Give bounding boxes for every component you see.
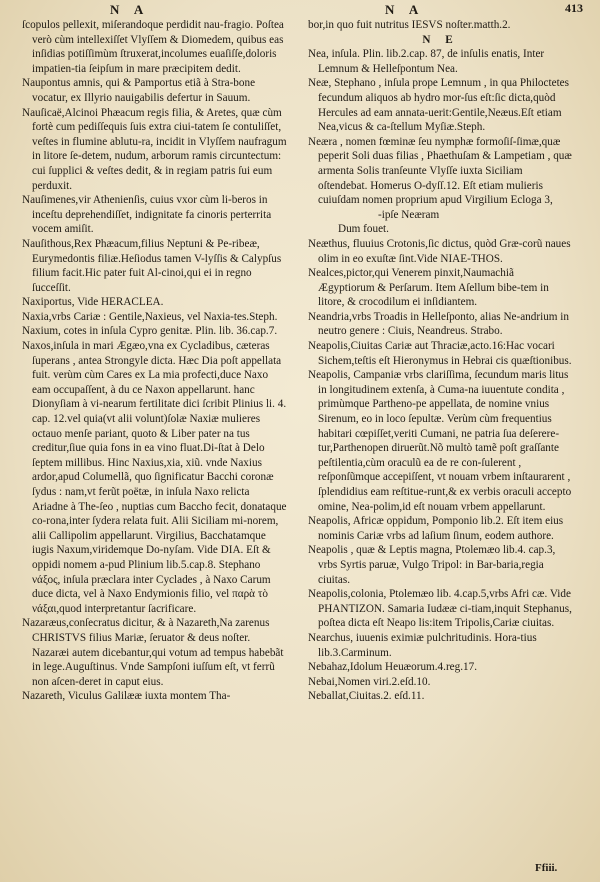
- entry: Naxium, cotes in inſula Cypro genitæ. Plin. lib. 36.cap.7.: [22, 325, 278, 338]
- entry: Naupontus amnis, qui & Pamportus etiã à Stra-bone vocatur, ex Illyrio nauigabilis defertur in Sauum.: [22, 77, 256, 104]
- verse-quote: -ipſe Neæram: [378, 208, 440, 221]
- running-head-left: N A: [110, 2, 150, 17]
- entry: bor,in quo fuit nutritus IESVS noſter.matth.2.: [308, 19, 511, 31]
- entry: Naxos,inſula in mari Ægæo,vna ex Cycladibus, cæteras ſuperans , antea Strongyle dicta. Hæc Dia poſt appellata fuit. verùm cùm Cares ex La mia profecti,duce Naxo eam occupaſſent, à du ce Naxon appellarunt. hanc Dionyſiam à vi-nearum fertilitate dici ſcribit Plinius li. 4. cap. 12.vel quia(vt alii volunt)ſolæ Naxiæ mulieres octauo menſe pariant, quoto & Liber pater na tus creditur,ſiue quia fons in ea vino fluat.Di-ſtat à Delo ſeptem millibus. Hinc Naxius,xia, xiũ. vnde Naxius ardor,apud Columellã, quo ſignificatur Bacchi coronæ ſydus : nam,vt ferũt poëtæ, in inſula Naxo relicta Ariadne à The-ſeo , nuptias cum Baccho fecit, donataque co-rona,inter ſydera relata fuit. Alii Siciliam mi-norem, alii Callipolim appellarunt. Virgilius, Bacchatamque iugis Naxum,viridemque Do-nyſam. Vide DIA. Eſt & oppidi nomem a-pud Plinium lib.5.cap.8. Stephano νάξος, inſula præclara inter Cyclades , à Naxo Carum duce dicta, vel à Naxo Endymionis filio, vel παρὰ τὸ νάξαι,quod interpretantur ſacrificare.: [22, 340, 287, 615]
- entry: Neapolis,Ciuitas Cariæ aut Thraciæ,acto.16:Hac vocari Sichem,teſtis eſt Hieronymus in Hebrai cis quæſtionibus.: [308, 340, 572, 367]
- entry: Neandria,vrbs Troadis in Helleſponto, alias Ne-andrium in neutro genere : Ciuis, Neandreus. Strabo.: [308, 310, 569, 338]
- entry: Neæ, Stephano , inſula prope Lemnum , in qua Philoctetes fecundum aliquos ab hydro mor-ſus eſt:ſic dicta,quòd Hercules ad eam annata-uerit:Gentile,Neæus.Eſt etiam Nea,vicus & ca-ſtellum Myſiæ.Steph.: [308, 77, 569, 134]
- entry: ſcopulos pellexit, miſerandoque perdidit nau-fragio. Poſtea verò cùm intellexiſſet Vlyſſem & Diomedem, quibus eas inſidias potiſſimùm ſtruxerat,incolumes euaſiſſe,doloris impatien-tia ſeipſum in mare præcipitem dedit.: [22, 19, 284, 75]
- entry: Nea, inſula. Plin. lib.2.cap. 87, de inſulis enatis, Inter Lemnum & Helleſpontum Nea.: [308, 48, 545, 75]
- entry: Nauſimenes,vir Athenienſis, cuius vxor cùm li-beros in inceſtu deprehendiſſet, indignitate fa cinoris perterrita vocem amiſit.: [22, 194, 272, 236]
- entry: Neapolis,colonia, Ptolemæo lib. 4.cap.5,vrbs Afri cæ. Vide PHANTIZON. Samaria Iudææ ci-tiam,inquit Stephanus, poſtea dicta eſt Neapo lis:item Tripolis,Cariæ ciuitas.: [308, 588, 572, 630]
- right-column: [308, 18, 573, 704]
- entry: Neæthus, fluuius Crotonis,ſic dictus, quòd Græ-corũ naues olim in eo exuſtæ ſint.Vide NIAE-THOS.: [308, 237, 571, 265]
- signature-mark: Ffiii.: [535, 862, 558, 874]
- entry: Nebai,Nomen viri.2.eſd.10.: [308, 675, 431, 688]
- entry: Neapolis, Campaniæ vrbs clariſſima, ſecundum maris litus in longitudinem extenſa, à Cuma-na iuuentute condita , primùmque Partheno-pe appellata, de nomine vnius Sirenum, eo in loco ſepultæ. Verùm cùm frequentius habitari cœpiſſet,veriti Cumani, ne patria ſua deſerere-tur,Parthenopen diruerũt.Nõ multò tamẽ poſt graſſante peſtilentia,cùm oraculũ ea de re con-ſulerent , reſponſũmque accepiſſent, vt nouam vrbem inſtaurarent , ſplendidius eam reſtitue-runt,& ex verbis oraculi accepto omine, Nea-polim,id eſt nouam vrbem appellarunt.: [308, 369, 572, 513]
- entry: Nauſithous,Rex Phæacum,filius Neptuni & Pe-ribeæ, Eurymedontis filiæ.Heſiodus tamen V-lyſſis & Calypſus filium facit.Hic pater fuit Al-cinoi,qui ei in regno ſucceſſit.: [22, 237, 282, 294]
- entry: Naxia,vrbs Cariæ : Gentile,Naxieus, vel Naxia-tes.Steph.: [22, 310, 278, 323]
- running-head-right: N A: [385, 2, 425, 17]
- entry: Nebahaz,Idolum Heuæorum.4.reg.17.: [308, 661, 478, 674]
- entry: Neballat,Ciuitas.2. eſd.11.: [308, 690, 425, 703]
- entry: Nearchus, iuuenis eximiæ pulchritudinis. Hora-tius lib.3.Carminum.: [308, 631, 537, 659]
- entry: Neæra , nomen fœminæ ſeu nymphæ formoſiſ-ſimæ,quæ peperit Soli duas filias , Phaethuſam & Lampetiam , quæ armenta Solis tranſeunte Vlyſſe iuxta Siciliam oſtendebat. Homerus O-dyſſ.12. Eſt etiam mulieris cuiuſdam nomen proprium apud Virgilium Ecloga 3,: [308, 135, 572, 207]
- entry: Neapolis, Africæ oppidum, Pomponio lib.2. Eſt item eius nominis Cariæ vrbs ad laſium ſinum, eodem authore.: [308, 515, 564, 542]
- running-header: [0, 0, 600, 18]
- entry: Nealces,pictor,qui Venerem pinxit,Naumachiã Ægyptiorum & Perſarum. Item Aſellum bibe-tem in litore, & crocodilum ei inſidiantem.: [308, 267, 549, 309]
- section-heading: N E: [422, 33, 459, 46]
- entry: Nazaræus,conſecratus dicitur, & à Nazareth,Na zarenus CHRISTVS filius Mariæ, ſeruator & deus noſter. Nazaræi autem dicebantur,qui votum ad tempus habebãt in lege.Auguſtinus. Vnde Sampſoni iuſſum eſt, vt ferrũ non aſcen-deret in caput eius.: [22, 617, 284, 688]
- page-number: 413: [565, 1, 583, 15]
- entry: Nazareth, Viculus Galilææ iuxta montem Tha-: [22, 690, 231, 703]
- entry: Neapolis , quæ & Leptis magna, Ptolemæo lib.4. cap.3, vrbs Syrtis paruæ, Vulgo Tripol: in Bar-baria,regia ciuitas.: [308, 544, 556, 586]
- left-column: [22, 18, 287, 704]
- entry: Nauſicaë,Alcinoi Phæacum regis filia, & Aretes, quæ cùm fortè cum pediſſequis ſuis extra ciui-tatem ſe contuliſſet, veſtes in flumine ablutu-ra, incidit in Vlyſſem naufragum in litore ſe-detem, nudum, arborum ramis circuntectum: cui ſupplici & veſtes dedit, & in regiam patris ſui eum perduxit.: [22, 106, 287, 192]
- verse-quote: Dum fouet.: [338, 223, 389, 236]
- entry: Naxiportus, Vide HERACLEA.: [22, 296, 164, 309]
